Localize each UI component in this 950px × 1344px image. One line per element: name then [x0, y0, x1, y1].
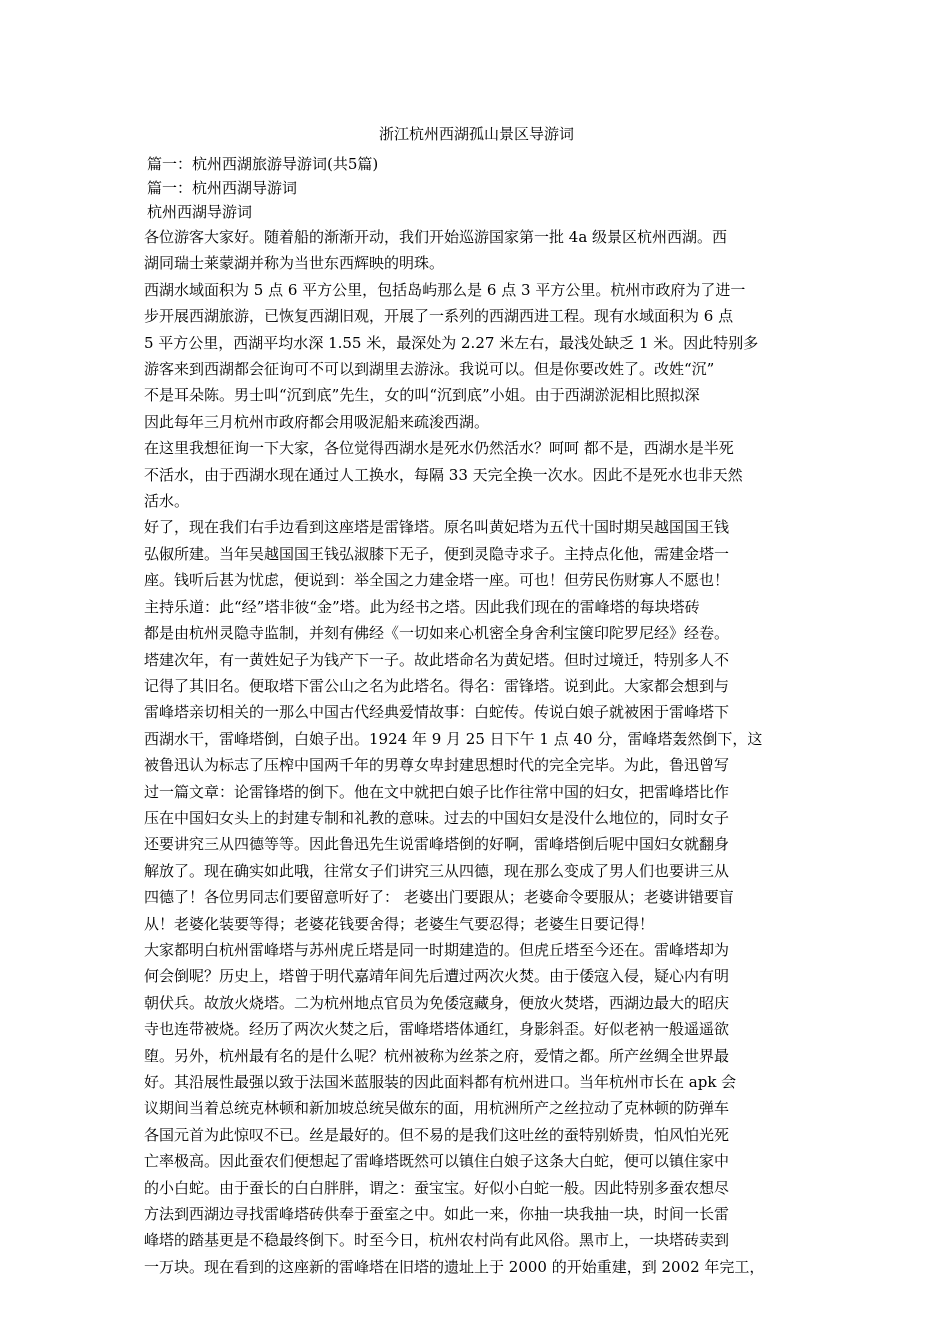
- paragraph-intro: 各位游客大家好。随着船的渐渐开动，我们开始巡游国家第一批 4a 级景区杭州西湖。西 湖同瑞士莱蒙湖并称为当世东西辉映的明珠。: [144, 228, 728, 273]
- paragraph-water-quality: 在这里我想征询一下大家，各位觉得西湖水是死水仍然活水？呵呵 都不是，西湖水是半死 不活水，由于西湖水现在通过人工换水，每隔 33 天完全换一次水。因此不是死水也非天然 活水。: [144, 439, 743, 511]
- paragraph-leifeng-pagoda: 好了，现在我们右手边看到这座塔是雷锋塔。原名叫黄妃塔为五代十国时期吴越国国王钱 弘俶所建。当年吴越国国王钱弘淑膝下无子，便到灵隐寺求子。主持点化他，需建金塔一 座。钱听后甚为忧虑，便说到：举全国之力建金塔一座。可也！但劳民伤财寡人不愿也！ 主持乐道：此“经”塔非彼“金”塔。此为经书之塔。因此我们现在的雷峰塔的每块塔砖 都是由杭州灵隐寺监制，并刻有佛经《一切如来心机密全身舍利宝箧印陀罗尼经》经卷。 塔建次年，有一黄姓妃子为钱产下一子。故此塔命名为黄妃塔。但时过境迁，特别多人不 记得了其旧名。便取塔下雷公山之名为此塔名。得名：雷锋塔。说到此。大家都会想到与 雷峰塔亲切相关的一那么中国古代经典爱情故事：白蛇传。传说白娘子就被困于雷峰塔下 西湖水干，雷峰塔倒，白娘子出。1924 年 9 月 25 日下午 1 点 40 分，雷峰塔轰然倒下，这 被鲁迅认为标志了压榨中国两千年的男尊女卑封建思想时代的完全完毕。为此，鲁迅曾写 过一篇文章：论雷锋塔的倒下。他在文中就把白娘子比作往常中国的妇女，把雷峰塔比作 压在中国妇女头上的封建专制和礼教的意味。过去的中国妇女是没什么地位的，同时女子 还要讲究三从四德等等。因此鲁迅先生说雷峰塔倒的好啊，雷峰塔倒后呢中国妇女就翻身 解放了。现在确实如此哦，往常女子们讲究三从四德，现在那么变成了男人们也要讲三从 四德了！各位男同志们要留意听好了： 老婆出门要跟从；老婆命令要服从；老婆讲错要盲 从！老婆化装要等得；老婆花钱要舍得；老婆生气要忍得；老婆生日要记得！: [144, 518, 763, 933]
- paragraph-water-area: 西湖水域面积为 5 点 6 平方公里，包括岛屿那么是 6 点 3 平方公里。杭州市政府为了进一 步开展西湖旅游，已恢复西湖旧观，开展了一系列的西湖西进工程。现有水域面积为 6 点 5 平方公里，西湖平均水深 1.55 米，最深处为 2.27 米左右，最浅处缺乏 1 米。因此特别多 游客来到西湖都会征询可不可以到湖里去游泳。我说可以。但是你要改姓了。改姓“沉” 不是耳朵陈。男士叫“沉到底”先生，女的叫“沉到底”小姐。由于西湖淤泥相比照拟深 因此每年三月杭州市政府都会用吸泥船来疏浚西湖。: [144, 280, 759, 431]
- heading-part-one: 篇一：杭州西湖旅游导游词(共5篇): [147, 155, 379, 173]
- document-page: [144, 122, 809, 1280]
- heading-subtitle: 杭州西湖导游词: [147, 203, 253, 221]
- paragraph-pagoda-history: 大家都明白杭州雷峰塔与苏州虎丘塔是同一时期建造的。但虎丘塔至今还在。雷峰塔却为 何会倒呢？历史上，塔曾于明代嘉靖年间先后遭过两次火焚。由于倭寇入侵，疑心内有明 朝伏兵。故放火烧塔。二为杭州地点官员为免倭寇藏身，便放火焚塔，西湖边最大的昭庆 寺也连带被烧。经历了两次火焚之后，雷峰塔塔体通红，身影斜歪。好似老衲一般遥遥欲 堕。另外，杭州最有名的是什么呢？杭州被称为丝茶之府，爱情之都。所产丝绸全世界最 好。其沿展性最强以致于法国米蓝服装的因此面料都有杭州进口。当年杭州市长在 apk 会 议期间当着总统克林顿和新加坡总统吴做东的面，用杭洲所产之丝拉动了克林顿的防弹车 各国元首为此惊叹不已。丝是最好的。但不易的是我们这吐丝的蚕特别娇贵，怕风怕光死 亡率极高。因此蚕农们便想起了雷峰塔既然可以镇住白娘子这条大白蛇，便可以镇住家中 的小白蛇。由于蚕长的白白胖胖，谓之：蚕宝宝。好似小白蛇一般。因此特别多蚕农想尽 方法到西湖边寻找雷峰塔砖供奉于蚕室之中。如此一来，你抽一块我抽一块，时间一长雷 峰塔的踏基更是不稳最终倒下。时至今日，杭州农村尚有此风俗。黑市上，一块塔砖卖到 一万块。现在看到的这座新的雷峰塔在旧塔的遗址上于 2000 的开始重建，到 2002 年完工，: [144, 940, 765, 1276]
- document-title: 浙江杭州西湖孤山景区导游词: [378, 125, 574, 143]
- heading-section-one: 篇一：杭州西湖导游词: [147, 179, 298, 197]
